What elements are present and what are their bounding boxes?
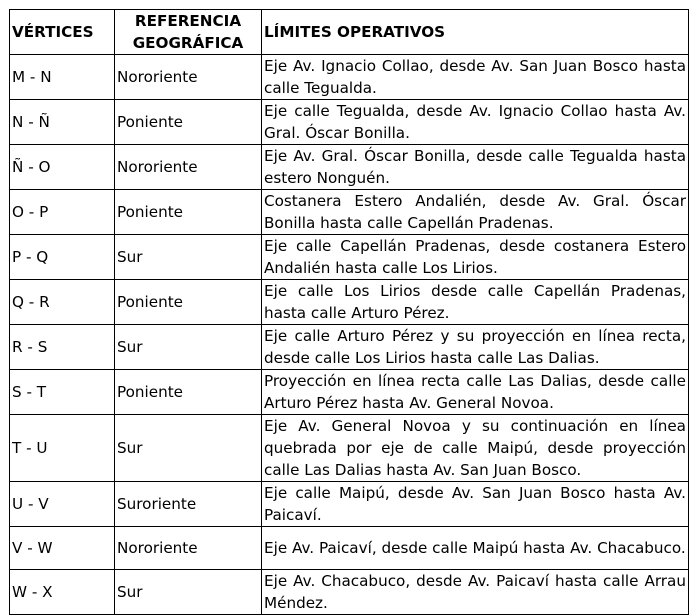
limites-cell: Eje calle Capellán Pradenas, desde costanera Estero Andalién hasta calle Los Lirios. [262,235,689,280]
header-limites-operativos: LÍMITES OPERATIVOS [262,10,689,55]
table-row [10,235,689,280]
table-row [10,55,689,100]
referencia-cell: Sur [115,325,262,370]
limites-cell: Costanera Estero Andalién, desde Av. Gral. Óscar Bonilla hasta calle Capellán Pradenas. [262,190,689,235]
table-row [10,190,689,235]
referencia-cell: Sur [115,235,262,280]
vertices-cell: M - N [10,55,115,100]
referencia-cell: Nororiente [115,527,262,570]
table-row [10,570,689,615]
vertices-cell: Ñ - O [10,145,115,190]
limites-cell: Eje Av. Paicaví, desde calle Maipú hasta Av. Chacabuco. [262,527,689,570]
referencia-cell: Sur [115,570,262,615]
referencia-cell: Poniente [115,280,262,325]
header-vertices: VÉRTICES [10,10,115,55]
referencia-cell: Poniente [115,100,262,145]
vertices-cell: R - S [10,325,115,370]
vertices-cell: V - W [10,527,115,570]
table-row [10,280,689,325]
vertices-cell: O - P [10,190,115,235]
referencia-cell: Suroriente [115,482,262,527]
limites-cell: Eje Av. Chacabuco, desde Av. Paicaví hasta calle Arrau Méndez. [262,570,689,615]
referencia-cell: Nororiente [115,55,262,100]
vertices-cell: T - U [10,415,115,482]
vertices-cell: N - Ñ [10,100,115,145]
table-row [10,370,689,415]
limites-cell: Proyección en línea recta calle Las Dalias, desde calle Arturo Pérez hasta Av. General Novoa. [262,370,689,415]
table-row [10,415,689,482]
vertices-cell: S - T [10,370,115,415]
limites-cell: Eje Av. Ignacio Collao, desde Av. San Juan Bosco hasta calle Tegualda. [262,55,689,100]
table-row [10,482,689,527]
referencia-cell: Poniente [115,190,262,235]
vertices-cell: U - V [10,482,115,527]
header-referencia-geografica: REFERENCIA GEOGRÁFICA [115,10,262,55]
referencia-cell: Poniente [115,370,262,415]
table-row [10,527,689,570]
referencia-cell: Sur [115,415,262,482]
vertices-cell: W - X [10,570,115,615]
limites-cell: Eje calle Maipú, desde Av. San Juan Bosco hasta Av. Paicaví. [262,482,689,527]
limits-table [9,9,689,615]
limites-cell: Eje calle Los Lirios desde calle Capellán Pradenas, hasta calle Arturo Pérez. [262,280,689,325]
limites-cell: Eje Av. General Novoa y su continuación en línea quebrada por eje de calle Maipú, desde proyección calle Las Dalias hasta Av. San Juan Bosco. [262,415,689,482]
table-row [10,145,689,190]
limites-cell: Eje calle Tegualda, desde Av. Ignacio Collao hasta Av. Gral. Óscar Bonilla. [262,100,689,145]
table-row [10,325,689,370]
table-row [10,100,689,145]
vertices-cell: P - Q [10,235,115,280]
vertices-cell: Q - R [10,280,115,325]
limites-cell: Eje calle Arturo Pérez y su proyección en línea recta, desde calle Los Lirios hasta calle Las Dalias. [262,325,689,370]
limites-cell: Eje Av. Gral. Óscar Bonilla, desde calle Tegualda hasta estero Nonguén. [262,145,689,190]
referencia-cell: Nororiente [115,145,262,190]
header-row [10,10,689,55]
